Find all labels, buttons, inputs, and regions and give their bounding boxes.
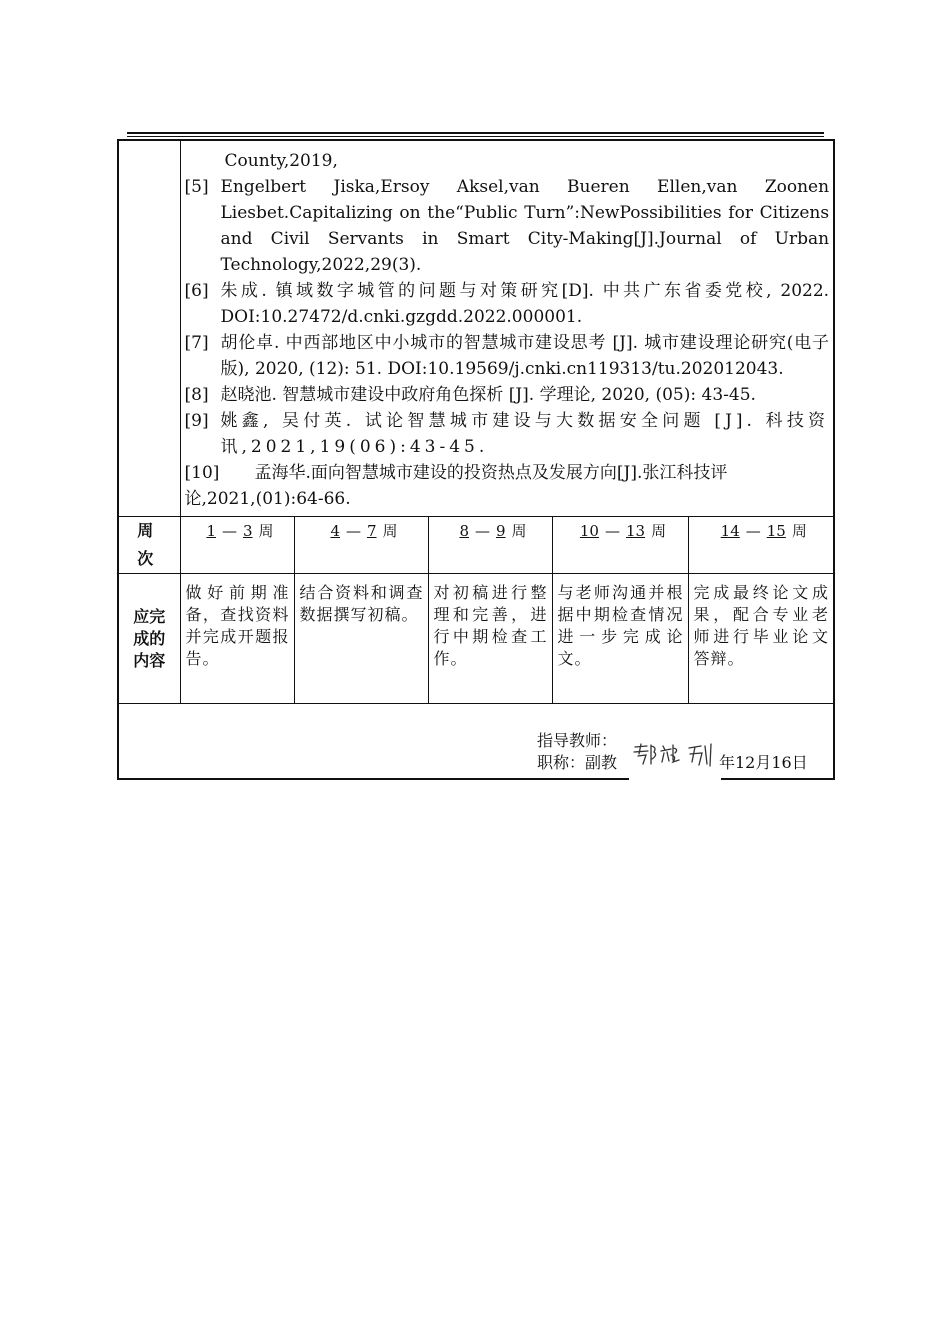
task-cell: 完成最终论文成果，配合专业老师进行毕业论文答辩。 xyxy=(688,574,834,704)
reference-list xyxy=(181,141,834,516)
reference-item xyxy=(185,408,830,460)
reference-text: 朱成. 镇域数字城管的问题与对策研究[D]. 中共广东省委党校, 2022. DOI:10.27472/d.cnki.gzgdd.2022.000001. xyxy=(220,281,830,327)
title-label: 职称：副教 xyxy=(537,753,618,772)
week-label: 周 次 xyxy=(118,517,180,574)
reference-number: [10] xyxy=(184,463,220,483)
reference-text: 赵晓池. 智慧城市建设中政府角色探析 [J]. 学理论, 2020, (05): 43-45. xyxy=(220,385,756,405)
reference-text: 孟海华.面向智慧城市建设的投资热点及发展方向[J].张江科技评 xyxy=(254,463,728,483)
task-cell: 结合资料和调查数据撰写初稿。 xyxy=(294,574,428,704)
task-row xyxy=(118,574,834,704)
reference-text: Engelbert Jiska,Ersoy Aksel,van Bueren Ellen,van Zoonen Liesbet.Capitalizing on the“Public Turn”:NewPossibilities for Citizens and Civil Servants in Smart City-Making[J].Journal of Urban Technology,2022,29(3). xyxy=(220,177,830,275)
reference-item xyxy=(185,330,830,382)
reference-item xyxy=(185,460,830,486)
week-range-4: 10 — 13 周 xyxy=(552,517,688,574)
signature-cell xyxy=(118,704,834,780)
reference-number: [7] xyxy=(184,333,209,353)
advisor-label: 指导教师： xyxy=(537,731,618,750)
week-row xyxy=(118,517,834,574)
references-cell xyxy=(180,140,834,517)
week-range-2: 4 — 7 周 xyxy=(294,517,428,574)
reference-text: 论,2021,(01):64-66. xyxy=(184,489,351,509)
reference-item xyxy=(185,278,830,330)
task-cell: 做好前期准备，查找资料并完成开题报告。 xyxy=(180,574,294,704)
handwritten-signature xyxy=(629,740,721,780)
date-text: 年12月16日 xyxy=(719,753,808,772)
week-range-5: 14 — 15 周 xyxy=(688,517,834,574)
task-cell: 与老师沟通并根据中期检查情况进一步完成论文。 xyxy=(552,574,688,704)
week-range-3: 8 — 9 周 xyxy=(428,517,552,574)
reference-number: [8] xyxy=(184,385,209,405)
reference-number: [9] xyxy=(184,411,209,431)
signature-row xyxy=(118,704,834,780)
reference-item-continued xyxy=(185,486,830,512)
task-label: 应完 成的 内容 xyxy=(118,574,180,704)
reference-number: [5] xyxy=(184,177,209,197)
reference-item xyxy=(185,382,830,408)
reference-item xyxy=(185,174,830,278)
reference-number: [6] xyxy=(184,281,209,301)
reference-item xyxy=(185,148,830,174)
reference-text: 姚鑫, 吴付英. 试论智慧城市建设与大数据安全问题 [J]. 科技资讯,2021,19(06):43-45. xyxy=(220,411,830,457)
week-range-1: 1 — 3 周 xyxy=(180,517,294,574)
task-cell: 对初稿进行整理和完善，进行中期检查工作。 xyxy=(428,574,552,704)
top-rule-thick xyxy=(127,132,824,134)
reference-number xyxy=(185,148,221,174)
reference-text: County,2019, xyxy=(224,151,338,171)
task-form-table xyxy=(117,139,835,780)
reference-text: 胡伦卓. 中西部地区中小城市的智慧城市建设思考 [J]. 城市建设理论研究(电子版), 2020, (12): 51. DOI:10.19569/j.cnki.cn119313/tu.202012043. xyxy=(220,333,830,379)
advisor-signature-block xyxy=(537,730,617,774)
references-row xyxy=(118,140,834,517)
top-rule-thin xyxy=(127,136,824,137)
references-label-cell xyxy=(118,140,180,517)
